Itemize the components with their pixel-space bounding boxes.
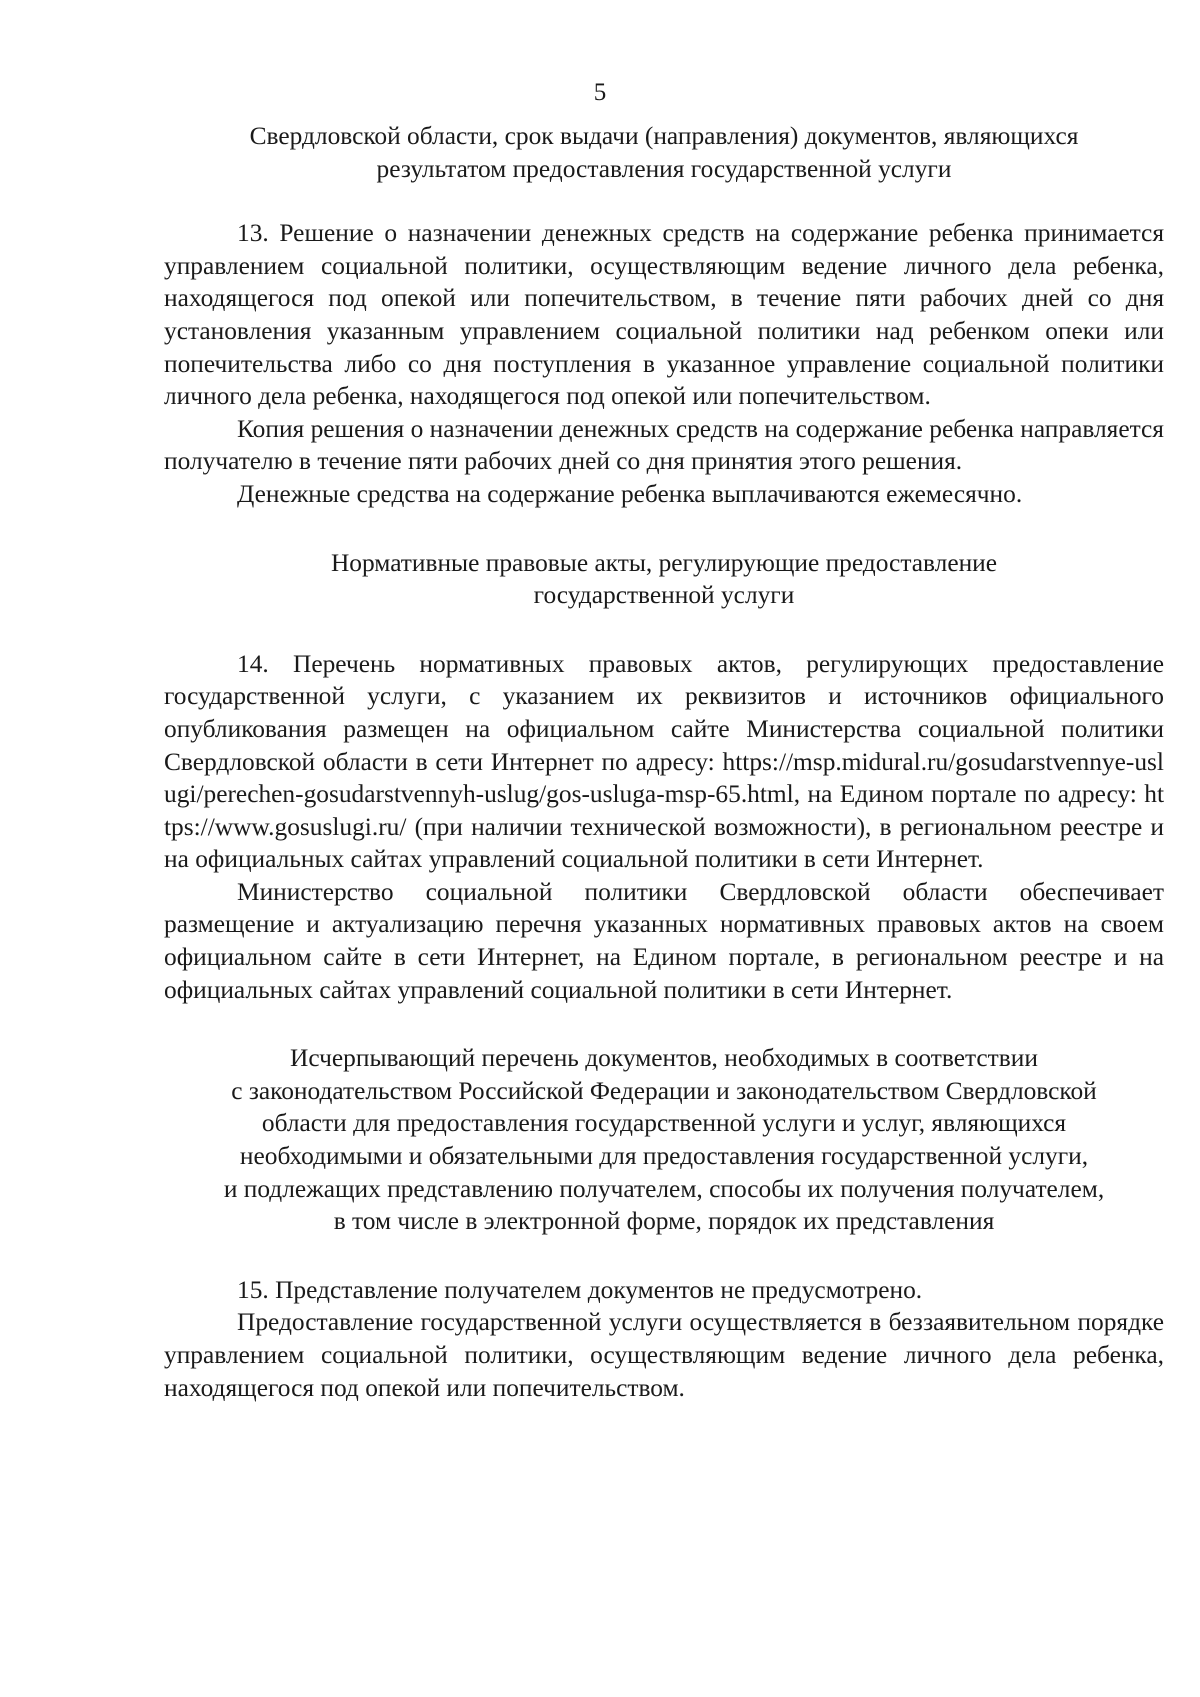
heading-line: области для предоставления государственной услуги и услуг, являющихся: [261, 1109, 1067, 1138]
paragraph-13-monthly: Денежные средства на содержание ребенка выплачиваются ежемесячно.: [237, 479, 1023, 508]
paragraph-14-list: [164, 648, 1164, 876]
paragraph-14-ministry: Министерство социальной политики Свердловской области обеспечивает размещение и актуализацию перечня указанных нормативных правовых актов на своем официальном сайте в сети Интернет, на Едином портале, в региональном реестре и на официальных сайтах управлений социальной политики в сети Интернет.: [164, 877, 1164, 1004]
paragraph-15-procedure: Предоставление государственной услуги осуществляется в беззаявительном порядке управлением социальной политики, осуществляющим ведение личного дела ребенка, находящегося под опекой или попечительством.: [164, 1308, 1164, 1402]
heading-line: государственной услуги: [533, 581, 795, 610]
paragraph-13-copy: Копия решения о назначении денежных средств на содержание ребенка направляется получателю в течение пяти рабочих дней со дня принятия этого решения.: [164, 414, 1164, 476]
msp-url-link[interactable]: https://msp.midural.ru/gosudarstvennye-uslugi/perechen-gosudarstvennyh-uslug/gos-usluga-msp-65.html: [164, 747, 1164, 809]
paragraph-14-text: 14. Перечень нормативных правовых актов, регулирующих предоставление государственной услуги, с указанием их реквизитов и источников официального опубликования размещен на официальном сайте Министерства социальной политики Свердловской области в сети Интернет по адресу:: [164, 649, 1164, 776]
paragraph-14-text: (при наличии технической возможности), в региональном реестре и на официальных сайтах управлений социальной политики в сети Интернет.: [164, 812, 1164, 874]
heading-line: результатом предоставления государственной услуги: [376, 154, 952, 183]
document-body: [164, 120, 1164, 1404]
paragraph-13-decision: 13. Решение о назначении денежных средств на содержание ребенка принимается управлением социальной политики, осуществляющим ведение личного дела ребенка, находящегося под опекой или попечительством, в течение пяти рабочих дней со дня установления указанным управлением социальной политики над ребенком опеки или попечительства либо со дня поступления в указанное управление социальной политики личного дела ребенка, находящегося под опекой или попечительством.: [164, 219, 1164, 411]
heading-line: Исчерпывающий перечень документов, необходимых в соответствии: [290, 1044, 1038, 1073]
paragraph-15-not-required: 15. Представление получателем документов не предусмотрено.: [237, 1275, 923, 1304]
section-heading-documents-list: [164, 1042, 1164, 1238]
gosuslugi-url-link[interactable]: https://www.gosuslugi.ru/: [164, 780, 1164, 841]
page-number: 5: [593, 79, 607, 106]
heading-line: необходимыми и обязательными для предоставления государственной услуги,: [239, 1142, 1089, 1171]
heading-line: Свердловской области, срок выдачи (направления) документов, являющихся: [249, 122, 1079, 150]
paragraph-14-text: , на Едином портале по адресу:: [793, 780, 1145, 809]
section-heading-legal-acts: [164, 547, 1164, 612]
heading-line: и подлежащих представлению получателем, способы их получения получателем,: [223, 1174, 1105, 1203]
heading-line: Нормативные правовые акты, регулирующие предоставление: [330, 548, 998, 577]
section-heading-result-documents: [164, 120, 1164, 185]
heading-line: с законодательством Российской Федерации и законодательством Свердловской: [231, 1076, 1097, 1105]
heading-line: в том числе в электронной форме, порядок их представления: [333, 1207, 995, 1236]
